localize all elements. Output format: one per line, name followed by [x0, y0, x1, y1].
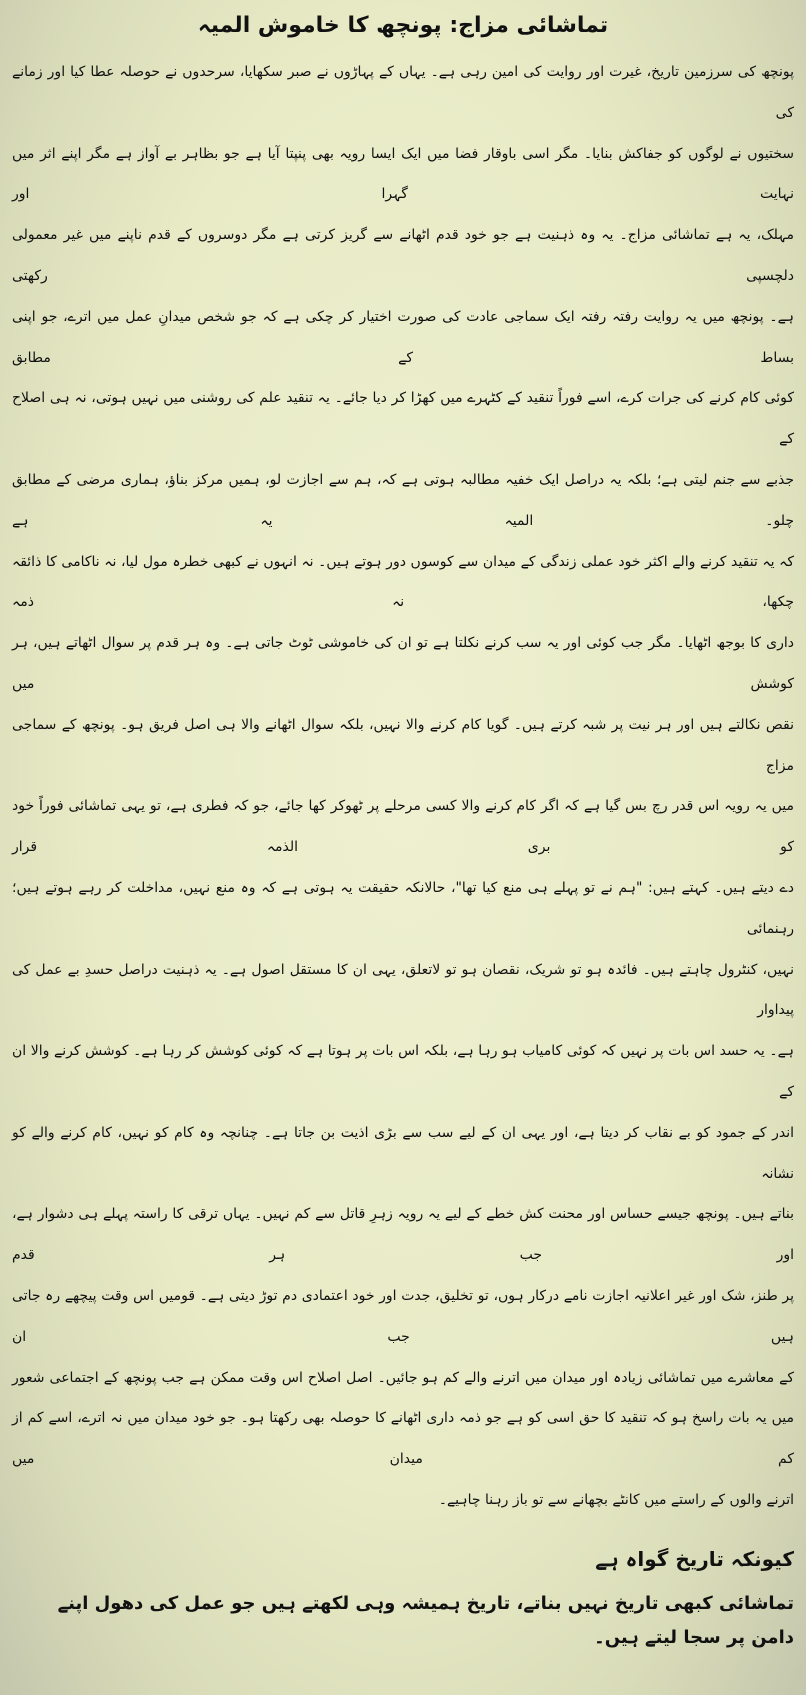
- text-line: اندر کے جمود کو بے نقاب کر دیتا ہے، اور یہی ان کے لیے سب سے بڑی اذیت بن جاتا ہے۔ چنانچہ وہ کام کو نہیں، کام کرنے والے کو نشانہ: [12, 1124, 794, 1182]
- text-line: کہ یہ تنقید کرنے والے اکثر خود عملی زندگی کے میدان سے کوسوں دور ہوتے ہیں۔ نہ انہوں نے کبھی خطرہ مول لیا، نہ ناکامی کا ذائقہ چکھا، نہ ذمہ: [12, 553, 795, 611]
- text-line: کے معاشرے میں تماشائی زیادہ اور میدان میں اترنے والے کم ہو جائیں۔ اصل اصلاح اس وقت ممکن ہے جب پونچھ کے اجتماعی شعور: [12, 1369, 794, 1386]
- text-line: بناتے ہیں۔ پونچھ جیسے حساس اور محنت کش خطے کے لیے یہ رویہ زہرِ قاتل سے کم نہیں۔ یہاں ترقی کا راستہ پہلے ہی دشوار ہے، اور جب ہر قدم: [12, 1206, 794, 1264]
- text-line: نہیں، کنٹرول چاہتے ہیں۔ فائدہ ہو تو شریک، نقصان ہو تو لاتعلق، یہی ان کا مستقل اصول ہے۔ یہ ذہنیت دراصل حسدِ بے عمل کی پیداوار: [12, 961, 794, 1019]
- article-body: [12, 52, 794, 1521]
- text-line: سختیوں نے لوگوں کو جفاکش بنایا۔ مگر اسی باوقار فضا میں ایک ایسا رویہ بھی پنپتا آیا ہے جو بظاہر بے آواز ہے مگر اپنے اثر میں نہایت گہرا اور: [12, 145, 794, 203]
- closing-statement: تماشائی کبھی تاریخ نہیں بناتے، تاریخ ہمیشہ وہی لکھتے ہیں جو عمل کی دھول اپنے دامن پر سجا لیتے ہیں۔: [57, 1592, 794, 1648]
- text-line: داری کا بوجھ اٹھایا۔ مگر جب کوئی اور یہ سب کرنے نکلتا ہے تو ان کی خاموشی ٹوٹ جاتی ہے۔ وہ ہر قدم پر سوال اٹھاتے ہیں، ہر کوشش میں: [12, 635, 794, 692]
- text-line: جذبے سے جنم لیتی ہے؛ بلکہ یہ دراصل ایک خفیہ مطالبہ ہوتی ہے کہ، ہم سے اجازت لو، ہمیں مرکز بناؤ، ہماری مرضی کے مطابق چلو۔ المیہ یہ ہے: [12, 471, 794, 529]
- text-line: میں یہ بات راسخ ہو کہ تنقید کا حق اسی کو ہے جو ذمہ داری اٹھانے کا حوصلہ بھی رکھتا ہو۔ جو خود میدان میں نہ اترے، اسے کم از کم میدان میں: [12, 1410, 794, 1468]
- subheading: کیونکہ تاریخ گواہ ہے: [595, 1546, 794, 1571]
- text-line: پر طنز، شک اور غیر اعلانیہ اجازت نامے درکار ہوں، تو تخلیق، جدت اور خود اعتمادی دم توڑ دیتی ہے۔ قومیں اس وقت پیچھے رہ جاتی ہیں جب ان: [12, 1287, 794, 1345]
- text-line: نقص نکالتے ہیں اور ہر نیت پر شبہ کرتے ہیں۔ گویا کام کرنے والا نہیں، بلکہ سوال اٹھانے والا ہی اصل فریق ہو۔ پونچھ کے سماجی مزاج: [12, 716, 794, 774]
- text-line: کوئی کام کرنے کی جرات کرے، اسے فوراً تنقید کے کٹہرے میں کھڑا کر دیا جائے۔ یہ تنقید علم کی روشنی میں نہیں ہوتی، نہ ہی اصلاح کے: [12, 390, 794, 448]
- document-title: تماشائی مزاج: پونچھ کا خاموش المیہ: [197, 13, 609, 38]
- text-line: ہے۔ پونچھ میں یہ روایت رفتہ رفتہ ایک سماجی عادت کی صورت اختیار کر چکی ہے کہ جو شخص میدانِ عمل میں اترے، جو اپنی بساط کے مطابق: [12, 308, 794, 366]
- text-line: دے دیتے ہیں۔ کہتے ہیں: "ہم نے تو پہلے ہی منع کیا تھا"، حالانکہ حقیقت یہ ہوتی ہے کہ وہ منع نہیں، مداخلت کر رہے ہوتے ہیں؛ رہنمائی: [12, 879, 794, 937]
- text-line: اترنے والوں کے راستے میں کانٹے بچھانے سے تو باز رہنا چاہیے۔: [438, 1491, 794, 1508]
- text-line: میں یہ رویہ اس قدر رچ بس گیا ہے کہ اگر کام کرنے والا کسی مرحلے پر ٹھوکر کھا جائے، جو کہ فطری ہے، تو یہی تماشائی فوراً خود کو بری الذمہ قرار: [12, 798, 794, 856]
- text-line: پونچھ کی سرزمین تاریخ، غیرت اور روایت کی امین رہی ہے۔ یہاں کے پہاڑوں نے صبر سکھایا، سرحدوں نے حوصلہ عطا کیا اور زمانے کی: [12, 64, 794, 121]
- text-line: مہلک، یہ ہے تماشائی مزاج۔ یہ وہ ذہنیت ہے جو خود قدم اٹھانے سے گریز کرتی ہے مگر دوسروں کے قدم ناپنے میں غیر معمولی دلچسپی رکھتی: [12, 227, 794, 284]
- text-line: ہے۔ یہ حسد اس بات پر نہیں کہ کوئی کامیاب ہو رہا ہے، بلکہ اس بات پر ہوتا ہے کہ کوئی کوشش کر رہا ہے۔ کوشش کرنے والا ان کے: [12, 1043, 794, 1100]
